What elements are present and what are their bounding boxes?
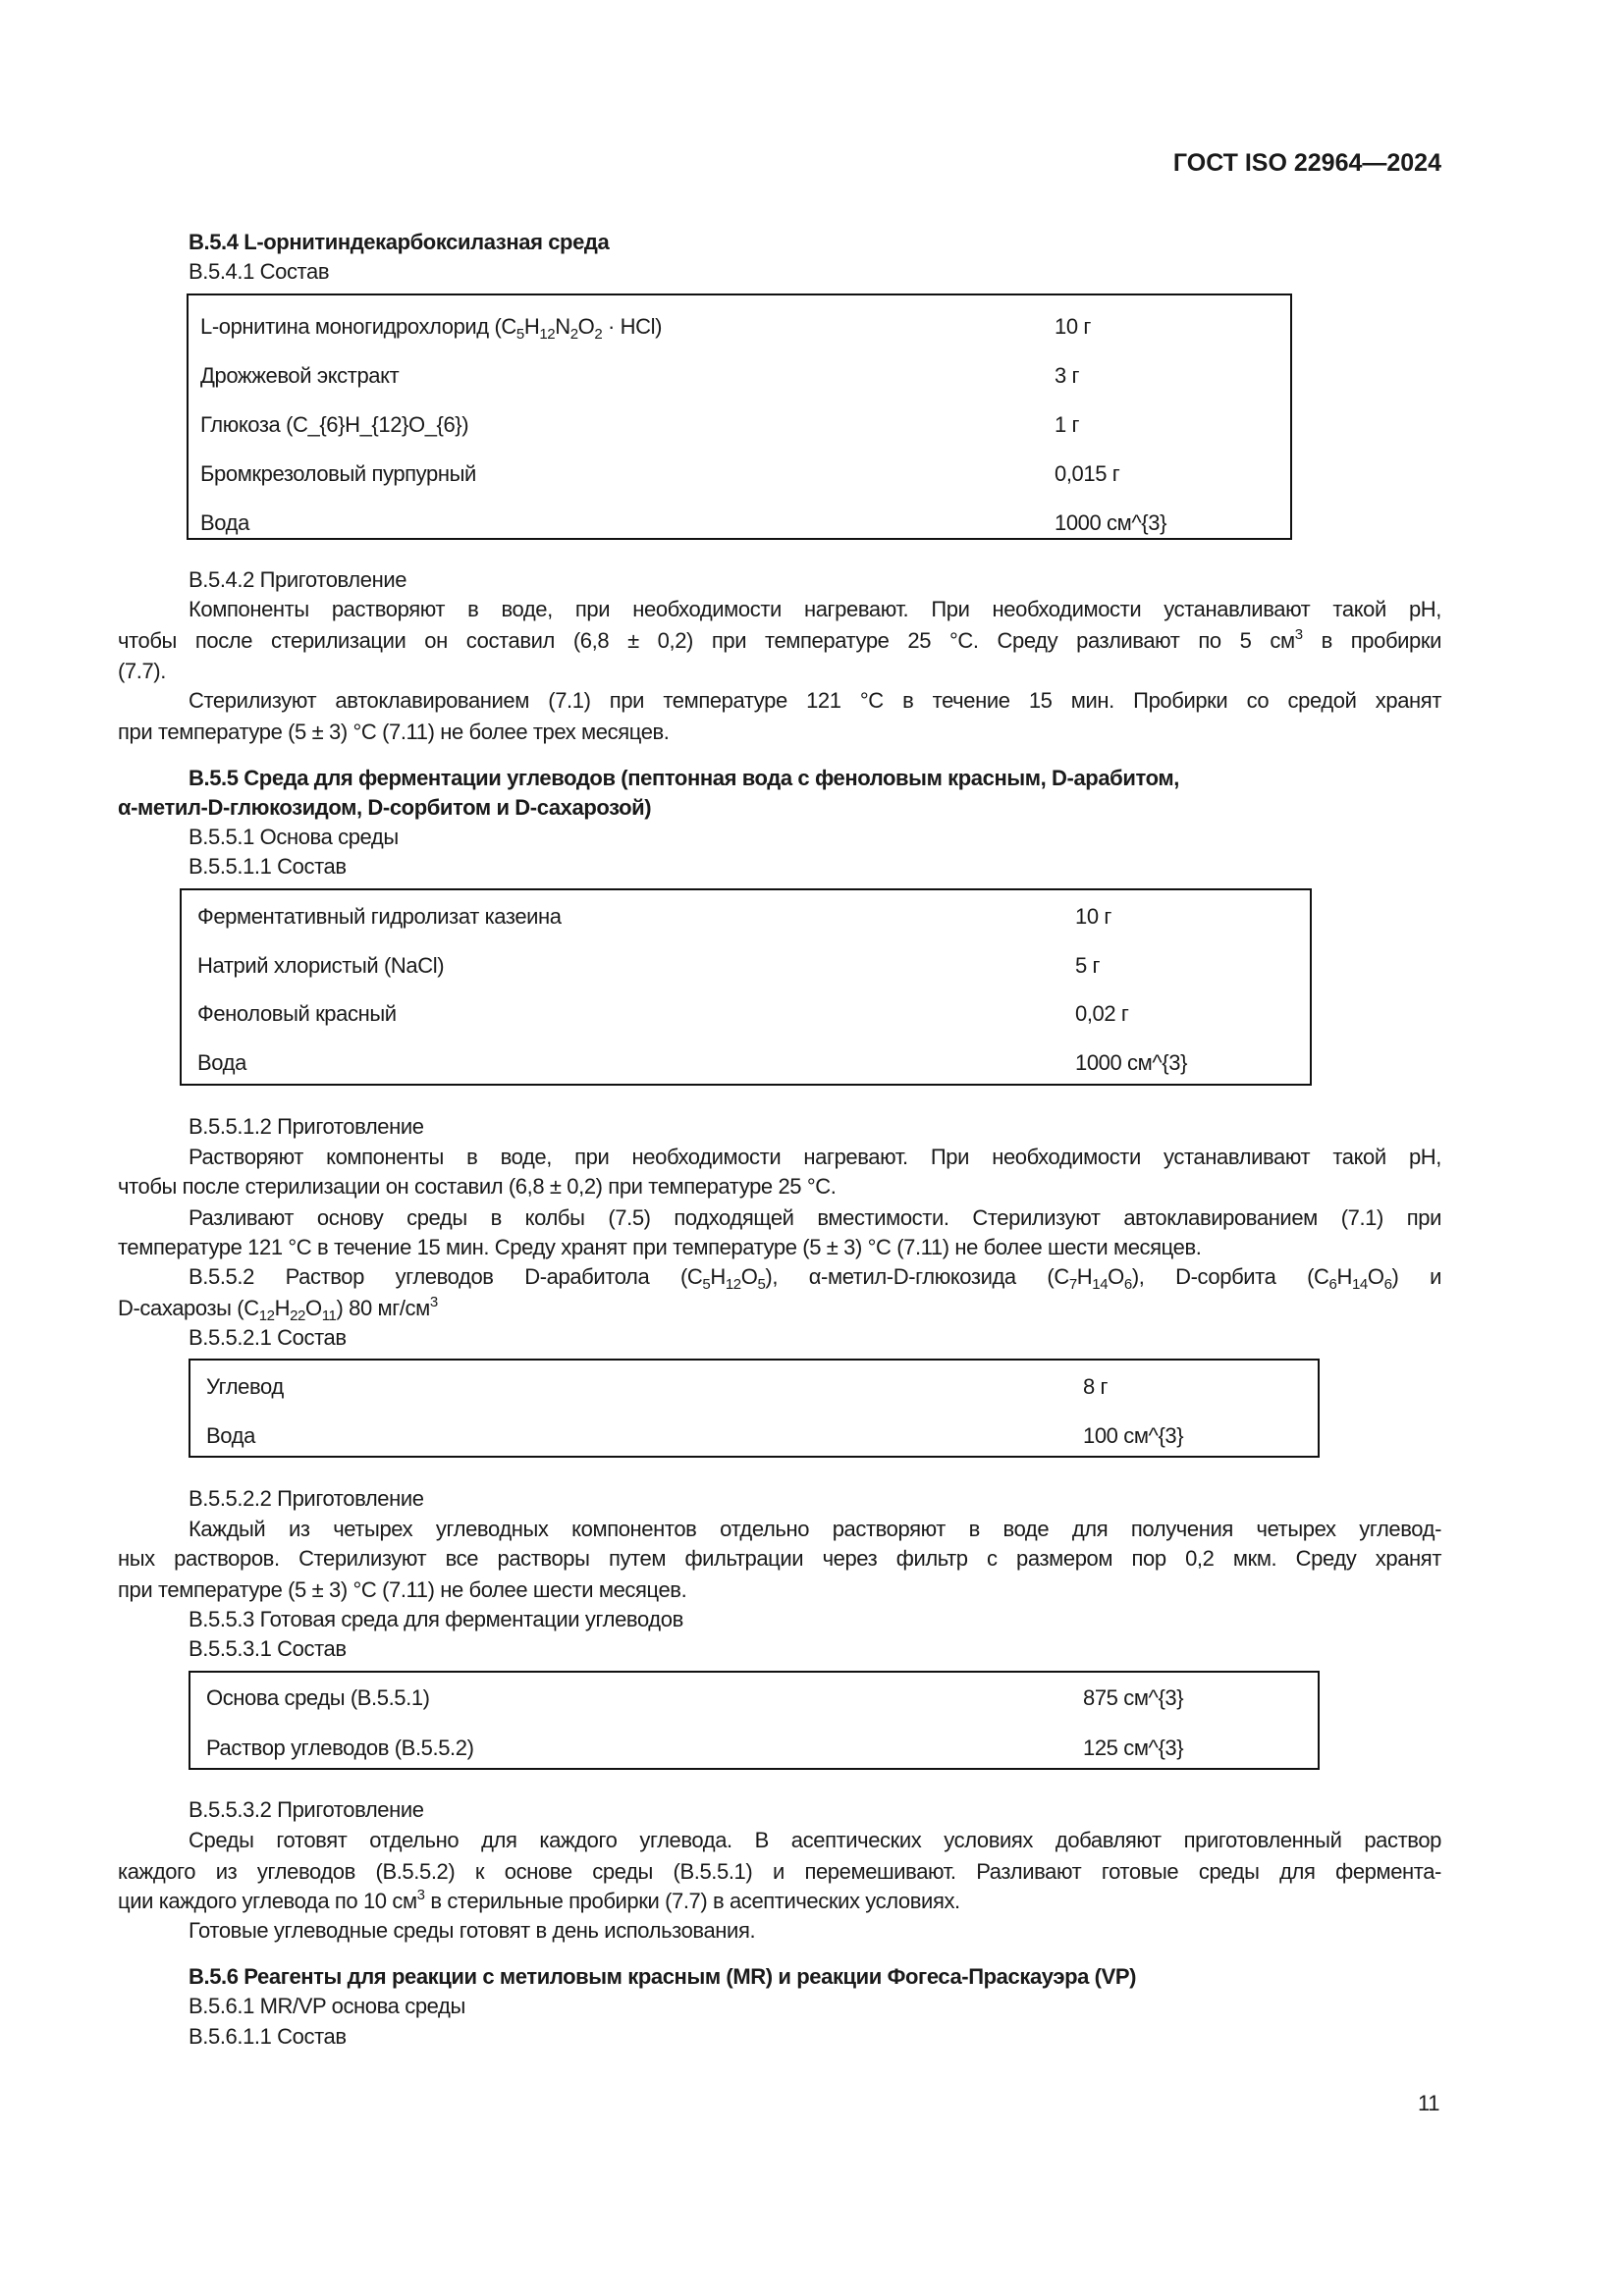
ingredient-name: Раствор углеводов (B.5.5.2) [206, 1735, 474, 1760]
ingredient-amount: 10 г [1055, 314, 1092, 339]
ingredient-amount: 10 г [1075, 904, 1112, 929]
composition-table [187, 294, 1292, 540]
page-number: 11 [1418, 2091, 1440, 2115]
ingredient-amount: 125 см^{3} [1083, 1735, 1184, 1760]
ingredient-amount: 875 см^{3} [1083, 1685, 1184, 1710]
table-row [190, 1372, 1318, 1402]
paragraph-line: Стерилизуют автоклавированием (7.1) при температуре 121 °C в течение 15 мин. Пробирки со средой хранят [189, 688, 1441, 713]
composition-table [189, 1359, 1320, 1458]
subsection-ready-medium: B.5.5.3 Готовая среда для ферментации углеводов [189, 1607, 683, 1631]
subsection-preparation: B.5.4.2 Приготовление [189, 567, 407, 592]
ingredient-amount: 1 г [1055, 412, 1080, 437]
ingredient-name: Углевод [206, 1374, 284, 1399]
paragraph-line: Готовые углеводные среды готовят в день использования. [189, 1918, 756, 1943]
table-row [189, 508, 1290, 538]
ingredient-name: Вода [206, 1423, 255, 1448]
paragraph-line: при температуре (5 ± 3) °C (7.11) не более трех месяцев. [118, 720, 670, 744]
ingredient-amount: 3 г [1055, 363, 1080, 388]
table-row [189, 312, 1290, 342]
paragraph-line: Каждый из четырех углеводных компонентов отдельно растворяют в воде для получения четырех углевод- [189, 1517, 1441, 1541]
composition-table [180, 888, 1312, 1086]
table-row [189, 361, 1290, 391]
ingredient-name: Ферментативный гидролизат казеина [197, 904, 562, 929]
ingredient-amount: 1000 см^{3} [1075, 1050, 1188, 1075]
ingredient-name: Феноловый красный [197, 1001, 397, 1026]
ingredient-name: Вода [200, 510, 249, 535]
section-title-b55-cont: α-метил-D-глюкозидом, D-сорбитом и D-сахарозой) [118, 795, 652, 820]
table-row [182, 951, 1310, 981]
section-title-b54: B.5.4 L-орнитиндекарбоксилазная среда [189, 230, 610, 254]
paragraph-line: чтобы после стерилизации он составил (6,8 ± 0,2) при температуре 25 °C. Среду разливают по 5 $см^3$ в пробирки [118, 626, 1441, 653]
ingredient-name: Бромкрезоловый пурпурный [200, 461, 476, 486]
table-row [189, 459, 1290, 489]
paragraph-line: температуре 121 °C в течение 15 мин. Среду хранят при температуре (5 ± 3) °C (7.11) не более шести месяцев. [118, 1235, 1202, 1259]
ingredient-name: Дрожжевой экстракт [200, 363, 400, 388]
paragraph-line: (7.7). [118, 659, 166, 683]
paragraph-line: ных растворов. Стерилизуют все растворы путем фильтрации через фильтр с размером пор 0,2 мкм. Среду хранят [118, 1546, 1441, 1571]
table-row [182, 999, 1310, 1029]
ingredient-name: Вода [197, 1050, 246, 1075]
subsection-preparation: B.5.5.2.2 Приготовление [189, 1486, 424, 1511]
subsection-preparation: B.5.5.3.2 Приготовление [189, 1797, 424, 1822]
ingredient-amount: 5 г [1075, 953, 1101, 978]
paragraph-line: при температуре (5 ± 3) °C (7.11) не более шести месяцев. [118, 1577, 687, 1602]
ingredient-name: Глюкоза (C_{6}H_{12}O_{6}) [200, 412, 469, 437]
ingredient-amount: 0,015 г [1055, 461, 1120, 486]
composition-table [189, 1671, 1320, 1770]
ingredient-name: L-орнитина моногидрохлорид $(C_5H_{12}N_2O_2 \cdot HCl)$ [200, 314, 663, 343]
ingredient-name: Основа среды (B.5.5.1) [206, 1685, 430, 1710]
subsection-composition: B.5.5.2.1 Состав [189, 1325, 347, 1350]
subsection-preparation: B.5.5.1.2 Приготовление [189, 1114, 424, 1139]
table-row [189, 410, 1290, 440]
subsection-composition: B.5.6.1.1 Состав [189, 2024, 347, 2049]
ingredient-amount: 100 см^{3} [1083, 1423, 1184, 1448]
subsection-solution-title: B.5.5.2 Раствор углеводов D-арабитола $(C_5H_{12}O_5)$, α-метил-D-глюкозида $(C_7H_{14}O_6)$, D-сорбита $(C_6H_{14}O_6)$ и [189, 1264, 1442, 1293]
paragraph-line: Растворяют компоненты в воде, при необходимости нагревают. При необходимости устанавливают такой pH, [189, 1145, 1441, 1169]
subsection-composition: B.5.5.3.1 Состав [189, 1636, 347, 1661]
ingredient-name: Натрий хлористый (NaCl) [197, 953, 445, 978]
section-title-b56: B.5.6 Реагенты для реакции с метиловым красным (MR) и реакции Фогеса-Праскауэра (VP) [189, 1964, 1137, 1989]
subsection-base: B.5.6.1 MR/VP основа среды [189, 1994, 465, 2018]
ingredient-amount: 8 г [1083, 1374, 1109, 1399]
ingredient-amount: 1000 см^{3} [1055, 510, 1167, 535]
document-id: ГОСТ ISO 22964—2024 [1172, 149, 1441, 177]
table-row [182, 1048, 1310, 1078]
paragraph-line: чтобы после стерилизации он составил (6,8 ± 0,2) при температуре 25 °C. [118, 1174, 837, 1199]
paragraph-line: ции каждого углевода по 10 $см^3$ в стерильные пробирки (7.7) в асептических условиях. [118, 1887, 960, 1913]
paragraph-line: Разливают основу среды в колбы (7.5) подходящей вместимости. Стерилизуют автоклавированием (7.1) при [189, 1205, 1441, 1230]
subsection-solution-title-cont: D-сахарозы $(C_{12}H_{22}O_{11})$ 80 $мг/см^3$ [118, 1294, 438, 1324]
table-row [190, 1683, 1318, 1713]
subsection-composition: B.5.5.1.1 Состав [189, 854, 347, 879]
section-title-b55: B.5.5 Среда для ферментации углеводов (пептонная вода с феноловым красным, D-арабитом, [189, 766, 1179, 790]
paragraph-line: Компоненты растворяют в воде, при необходимости нагревают. При необходимости устанавливают такой pH, [189, 597, 1441, 621]
subsection-base: B.5.5.1 Основа среды [189, 825, 399, 849]
table-row [190, 1421, 1318, 1451]
paragraph-line: Среды готовят отдельно для каждого углевода. В асептических условиях добавляют приготовленный раствор [189, 1828, 1441, 1852]
paragraph-line: каждого из углеводов (B.5.5.2) к основе среды (B.5.5.1) и перемешивают. Разливают готовые среды для фермента- [118, 1859, 1441, 1884]
subsection-composition: B.5.4.1 Состав [189, 259, 330, 284]
table-row [190, 1734, 1318, 1763]
ingredient-amount: 0,02 г [1075, 1001, 1129, 1026]
table-row [182, 902, 1310, 932]
